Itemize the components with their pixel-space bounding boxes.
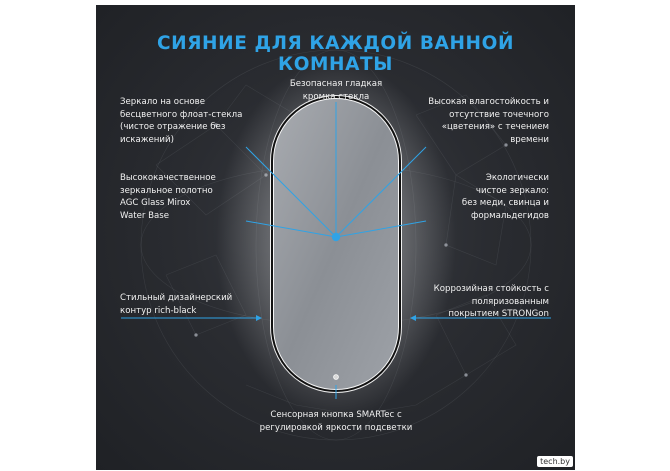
- pointer-dot-icon: [332, 233, 340, 241]
- callout-eco-mirror: Экологически чистое зеркало: без меди, свинца и формальдегидов: [461, 173, 549, 221]
- callout-smartec-button: Сенсорная кнопка SMARTec с регулировкой яркости подсветки: [259, 410, 413, 433]
- callout-corrosion-resistance: Коррозийная стойкость с поляризованным покрытием STRONGon: [433, 284, 549, 320]
- watermark: tech.by: [537, 456, 573, 467]
- callout-agc-mirror: Высококачественное зеркальное полотно AGC Glass Mirox Water Base: [120, 173, 216, 221]
- touch-button-icon: [334, 375, 339, 380]
- callout-rich-black-contour: Стильный дизайнерский контур rich-black: [120, 293, 233, 316]
- callout-float-glass: Зеркало на основе бесцветного флоат-стекла (чистое отражение без искажений): [120, 97, 243, 145]
- page-title: СИЯНИЕ ДЛЯ КАЖДОЙ ВАННОЙ КОМНАТЫ: [156, 33, 515, 75]
- callout-moisture-resistance: Высокая влагостойкость и отсутствие точечного «цветения» с течением времени: [428, 97, 549, 145]
- callout-safe-edge: Безопасная гладкая кромка стекла: [289, 79, 383, 102]
- product-infographic: [96, 5, 575, 470]
